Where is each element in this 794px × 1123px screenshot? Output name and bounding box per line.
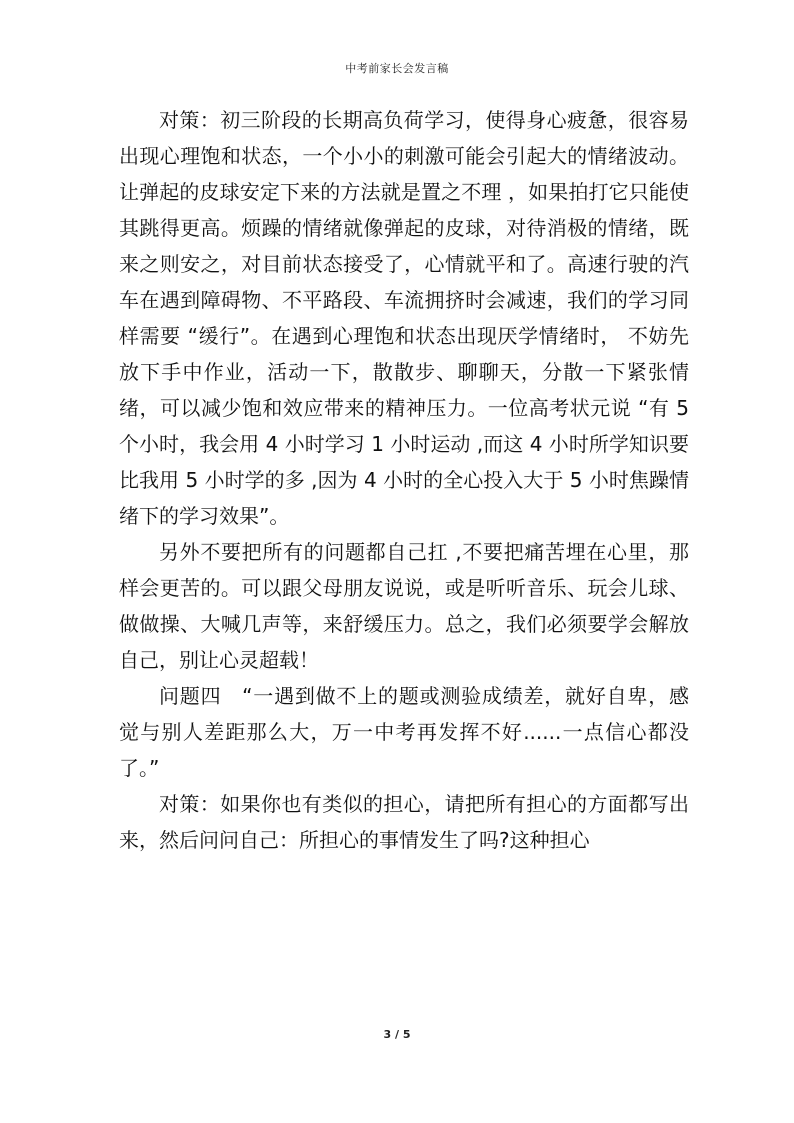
page-header-title: 中考前家长会发言稿 (345, 62, 449, 75)
paragraph-question-four: 问题四 “一遇到做不上的题或测验成绩差，就好自卑，感觉与别人差距那么大，万一中考再发挥不好......一点信心都没了。” (119, 684, 689, 780)
paragraph-strategy-four: 对策：如果你也有类似的担心，请把所有担心的方面都写出来，然后问问自己：所担心的事情发生了吗?这种担心 (119, 792, 689, 852)
paragraph-relieve-pressure: 另外不要把所有的问题都自己扛 ,不要把痛苦埋在心里，那样会更苦的。可以跟父母朋友说说，或是听听音乐、玩会儿球、做做操、大喊几声等，来舒缓压力。总之，我们必须要学会解放自己，别让心灵超载！ (119, 540, 689, 672)
document-body (119, 102, 689, 858)
paragraph-strategy-three: 对策：初三阶段的长期高负荷学习，使得身心疲惫，很容易出现心理饱和状态，一个小小的刺激可能会引起大的情绪波动。让弹起的皮球安定下来的方法就是置之不理 ，如果拍打它只能使其跳得更高。烦躁的情绪就像弹起的皮球，对待消极的情绪，既来之则安之，对目前状态接受了，心情就平和了。高速行驶的汽车在遇到障碍物、不平路段、车流拥挤时会减速，我们的学习同样需要 “缓行”。在遇到心理饱和状态出现厌学情绪时， 不妨先放下手中作业，活动一下，散散步、聊聊天，分散一下紧张情绪，可以减少饱和效应带来的精神压力。一位高考状元说 “有 5 个小时，我会用 4 小时学习 1 小时运动 ,而这 4 小时所学知识要比我用 5 小时学的多 ,因为 4 小时的全心投入大于 5 小时焦躁情绪下的学习效果”。 (119, 108, 689, 528)
page-number: 3 / 5 (383, 1028, 411, 1041)
